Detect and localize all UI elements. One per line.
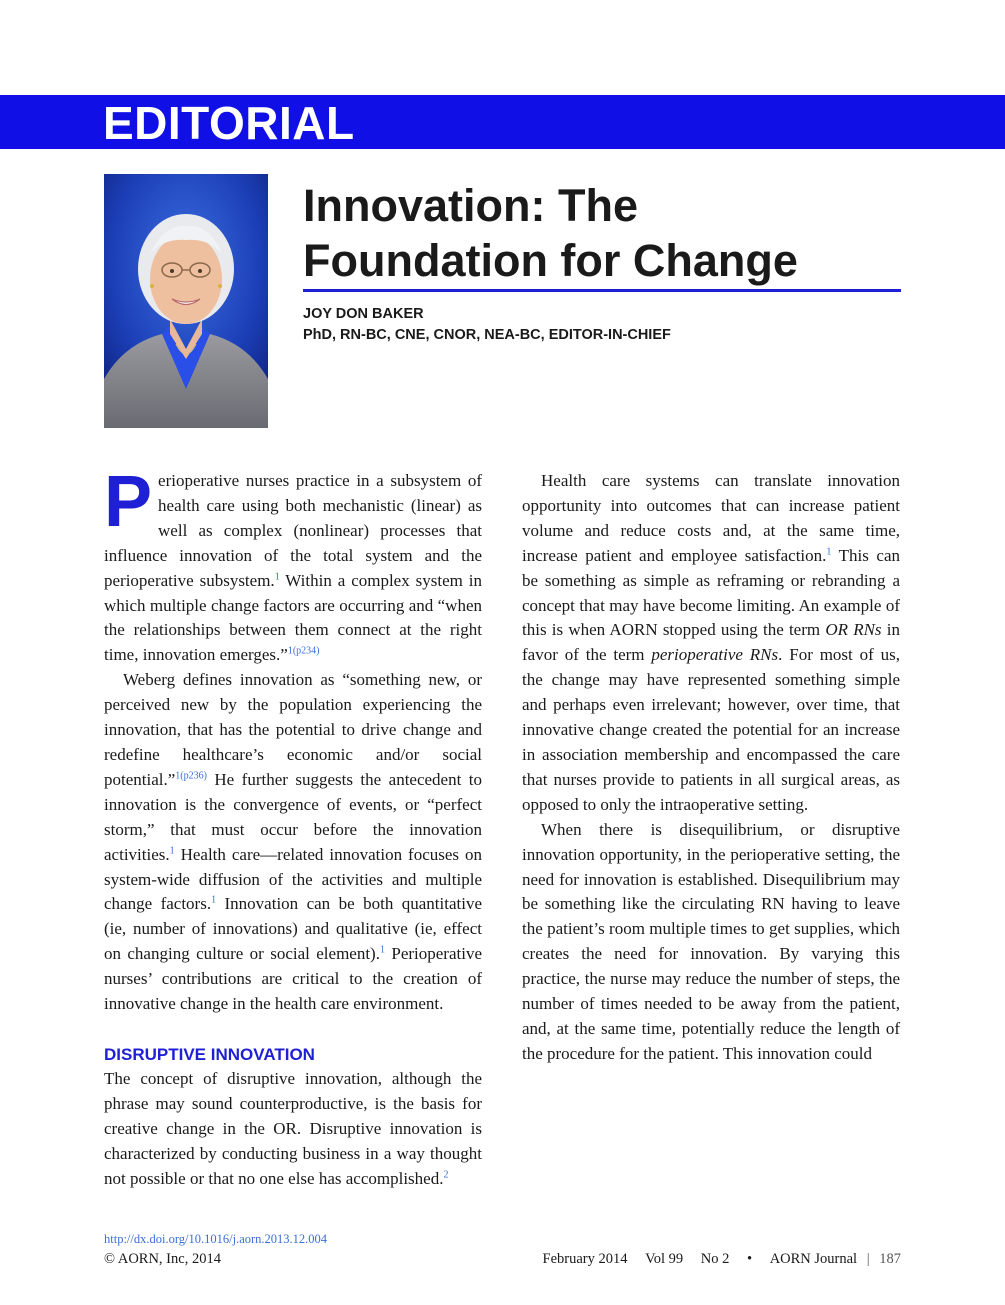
doi-link[interactable]: http://dx.doi.org/10.1016/j.aorn.2013.12.004 [104, 1232, 328, 1246]
author-name: JOY DON BAKER [303, 306, 424, 322]
citation-link[interactable]: 1 [379, 944, 385, 956]
section-heading: DISRUPTIVE INNOVATION [104, 1044, 315, 1064]
author-credentials: PhD, RN-BC, CNE, CNOR, NEA-BC, EDITOR-IN-CHIEF [303, 327, 671, 343]
journal-name: AORN Journal [769, 1251, 858, 1267]
citation-link[interactable]: 1(p236) [175, 770, 207, 782]
page-number: 187 [879, 1251, 901, 1267]
article-title [303, 178, 903, 288]
citation-link[interactable]: 1 [274, 570, 280, 582]
title-underline [303, 289, 901, 292]
paragraph-1: Perioperative nurses practice in a subsystem of health care using both mechanistic (linear) as well as complex (nonlinear) processes that influence innovation of the total system and the perioperative subsystem.$^1$ Within a complex system in which multiple change factors are occurring and “when the relationships between them connect at the right time, innovation emerges.”$^{1(p234)}$ [104, 462, 483, 665]
issue-number: No 2 [700, 1251, 730, 1267]
section-label: EDITORIAL [103, 97, 355, 149]
divider: | [866, 1251, 870, 1267]
article-title-line-1: Innovation: The [303, 180, 638, 231]
journal-info [543, 1251, 901, 1268]
left-column [104, 462, 483, 1191]
issue-date: February 2014 [542, 1251, 628, 1267]
bullet-separator: • [746, 1251, 753, 1267]
drop-cap: P [104, 462, 153, 542]
volume: Vol 99 [645, 1251, 684, 1267]
paragraph-4: Health care systems can translate innovation opportunity into outcomes that can increase patient volume and reduce costs and, at the same time, increase patient and employee satisfaction.$^1$ This can be something as simple as reframing or rebranding a concept that may have become limiting. An example of this is when AORN stopped using the term OR RNs in favor of the term perioperative RNs. For most of us, the change may have represented something simple and perhaps even irrelevant; however, over time, that innovative change created the potential for an increase in association membership and encompassed the care that nurses provide to patients in all surgical areas, as opposed to only the intraoperative setting. [522, 471, 900, 814]
paragraph-2: Weberg defines innovation as “something new, or perceived new by the population experiencing the innovation, that has the potential to drive change and redefine healthcare’s economic and/or social potential.”$^{1(p236)}$ He further suggests the antecedent to innovation is the convergence of events, or “perfect storm,” that must occur before the innovation activities.$^1$ Health care—related innovation focuses on system-wide diffusion of the activities and multiple change factors.$^1$ Innovation can be both quantitative (ie, number of innovations) and qualitative (ie, effect on changing culture or social element).$^1$ Perioperative nurses’ contributions are critical to the creation of innovative change in the health care environment. [104, 670, 483, 1014]
citation-link[interactable]: 2 [443, 1168, 449, 1180]
author-portrait [104, 174, 268, 428]
paragraph-5: When there is disequilibrium, or disruptive innovation opportunity, in the perioperative setting, the need for innovation is established. Disequilibrium may be something like the circulating RN having to leave the patient’s room multiple times to get supplies, which creates the need for innovation. By varying this practice, the nurse may reduce the number of steps, the number of times needed to be away from the patient, and, at the same time, potentially reduce the length of the procedure for the patient. This innovation could [522, 819, 900, 1063]
citation-link[interactable]: 1 [826, 546, 832, 558]
paragraph-3: The concept of disruptive innovation, although the phrase may sound counterproductive, is the basis for creative change in the OR. Disruptive innovation is characterized by conducting business in a way thought not possible or that no one else has accomplished.$^2$ [104, 1068, 482, 1188]
copyright: © AORN, Inc, 2014 [104, 1251, 221, 1267]
citation-link[interactable]: 1 [169, 844, 175, 856]
citation-link[interactable]: 1(p234) [287, 645, 320, 657]
article-title-line-2: Foundation for Change [303, 235, 798, 286]
right-column [522, 469, 900, 1067]
citation-link[interactable]: 1 [211, 894, 217, 906]
